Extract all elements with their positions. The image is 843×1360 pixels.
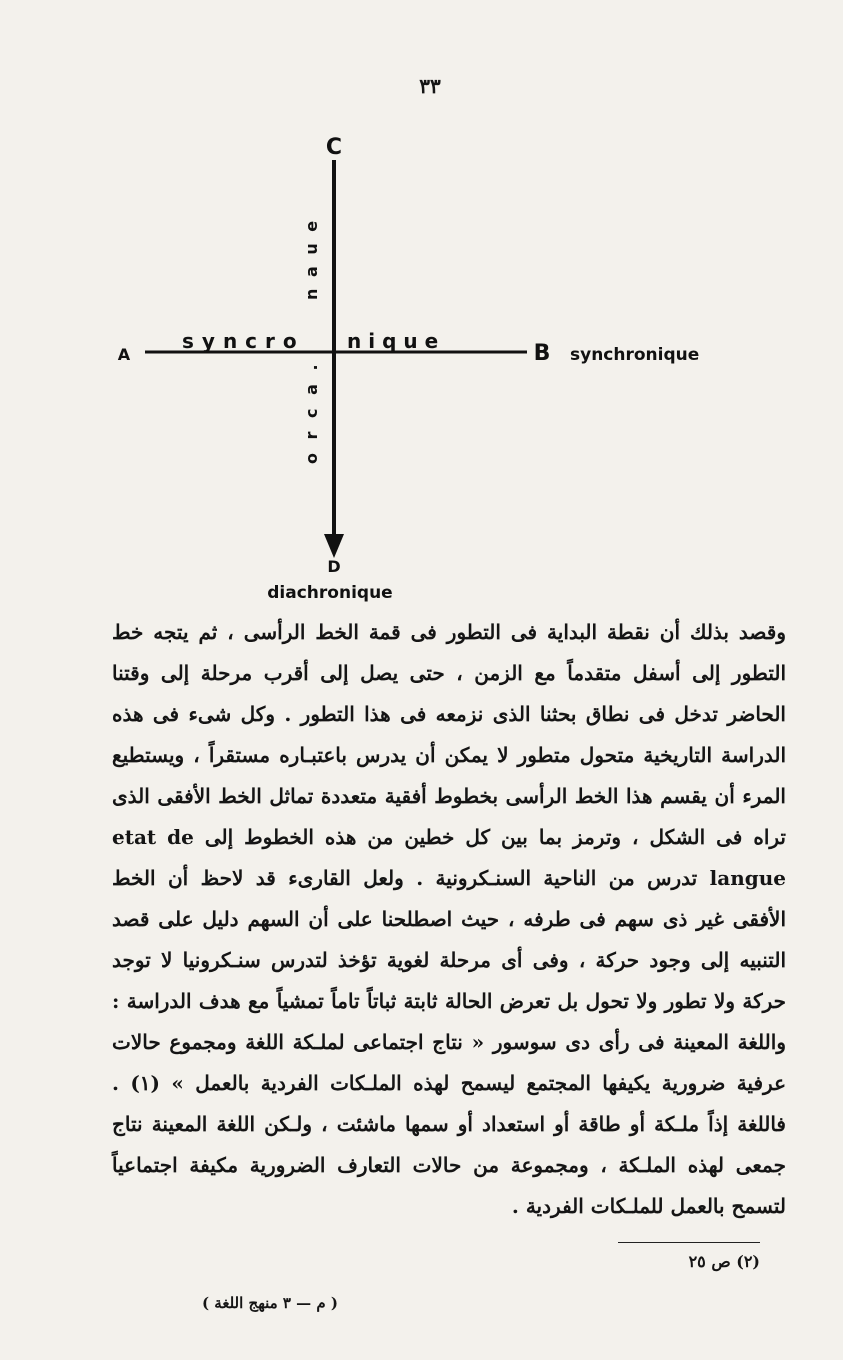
body-text bbox=[112, 612, 786, 1227]
right-label: B bbox=[533, 341, 551, 366]
page-number: ٣٣ bbox=[419, 74, 441, 98]
printer-signature: ( م — ٣ منهج اللغة ) bbox=[201, 1294, 339, 1312]
vertical-axis-arrowhead bbox=[324, 534, 344, 558]
vertical-text-upper: n a u e bbox=[302, 217, 321, 300]
paragraph-1: وقصد بذلك أن نقطة البداية فى التطور فى قمة الخط الرأسى ، ثم يتجه خط التطور إلى أسفل متقدماً مع الزمن ، حتى يصل إلى أقرب مرحلة إلى وقتنا الحاضر تدخل فى نطاق بحثنا الذى نزمعه فى هذا التطور . وكل شىء فى هذه الدراسة التاريخية متحول متطور لا يمكن أن يدرس باعتبـاره مستقراً ، ويستطيع المرء أن يقسم هذا الخط الرأسى بخطوط أفقية متعددة تماثل الخط الأفقى الذى تراه فى الشكل ، وترمز بما بين كل خطين من هذه الخطوط إلى etat de langue تدرس من الناحية السنـكرونية . ولعل القارىء قد لاحظ أن الخط الأفقى غير ذى سهم فى طرفه ، حيث اصطلحنا على أن السهم دليل على قصد التنبيه إلى وجود حركة ، وفى أى مرحلة لغوية تؤخذ لتدرس سنـكرونيا لا توجد حركة ولا تطور ولا تحول بل تعرض الحالة ثابتة ثباتاً تاماً تمشياً مع هدف الدراسة : واللغة المعينة فى رأى دى سوسور « نتاج اجتماعى لملـكة اللغة ومجموع حالات عرفية ضرورية يكيفها المجتمع ليسمح لهذه الملـكات الفردية بالعمل » (١) . فاللغة إذاً ملـكة أو طاقة أو استعداد أو سمها ماشئت ، ولـكن اللغة المعينة نتاج جمعى لهذه الملـكة ، ومجموعة من حالات التعارف الضرورية مكيفة اجتماعياً لتسمح بالعمل للملـكات الفردية . bbox=[112, 620, 786, 1218]
footnote: (٢) ص ٢٥ bbox=[688, 1252, 760, 1271]
vertical-axis bbox=[324, 160, 344, 558]
left-label: A bbox=[117, 345, 131, 364]
synchronic-diachronic-diagram bbox=[0, 120, 843, 610]
horizontal-text-left: syncro bbox=[182, 329, 305, 353]
horizontal-text-right: nique bbox=[347, 329, 446, 353]
bottom-caption: diachronique bbox=[267, 583, 393, 603]
top-label: C bbox=[325, 135, 343, 160]
bottom-label: D bbox=[327, 557, 341, 576]
vertical-text-lower: o r c a . bbox=[302, 360, 321, 464]
footnote-rule bbox=[618, 1242, 760, 1243]
right-caption: synchronique bbox=[570, 345, 700, 365]
